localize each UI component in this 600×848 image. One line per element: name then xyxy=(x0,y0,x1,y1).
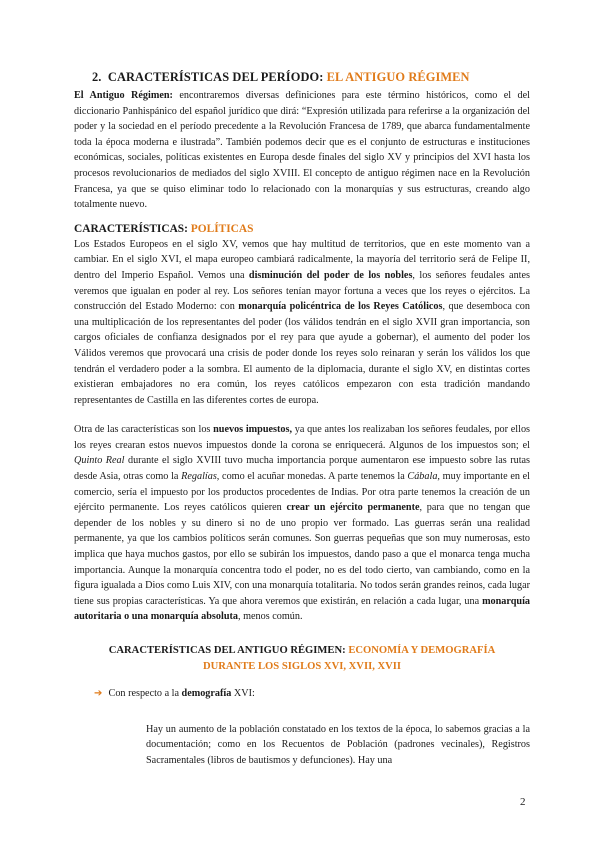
economia-heading xyxy=(74,643,530,674)
intro-label: El Antiguo Régimen: xyxy=(74,90,173,101)
text-run: XVI: xyxy=(231,688,255,699)
emphasis-ejercito: crear un ejército permanente xyxy=(286,502,420,514)
document-page xyxy=(74,70,530,768)
text-run: durante el siglo XVIII tuvo mucha importancia porque aumentaron ese impuesto sobre las rutas desde Asia, otras como la xyxy=(74,455,531,483)
section-title-plain: CARACTERÍSTICAS DEL PERÍODO: xyxy=(107,70,324,84)
politicas-heading-plain: CARACTERÍSTICAS: xyxy=(74,222,188,235)
paragraph-gap xyxy=(74,408,530,422)
emphasis-impuestos: nuevos impuestos, xyxy=(213,424,292,436)
economia-heading-accent-1: ECONOMÍA Y DEMOGRAFÍA xyxy=(348,645,496,656)
text-run: ya que antes los realizaban los señores feudales, por ellos los reyes crearan estos nuevos impuestos donde la corona se enriquecerá. Algunos de los impuestos son; el xyxy=(74,424,531,451)
text-run: , que desemboca con una multiplicación de los representantes del poder (los válidos tendrán en el siglo XVII gran importancia, son cargos oficiales de confianza designados por el rey para que ayude a gobernar), el aumento del poder los Válidos veremos que provocará una crisis de poder donde los reyes solo reinaran y serán los válidos los que tendrán el verdadero poder a la sombra. El aumento de la diplomacia, durante el siglo XV, en distintas cortes existieran embajadores no era común, los reyes católicos empezaron con esta tradición mandando representantes de Castilla en las diferentes cortes de europa. xyxy=(74,301,530,406)
text-run: Con respecto a la xyxy=(108,688,182,699)
italic-cabala: Cábala, xyxy=(407,471,440,483)
politicas-paragraph-2 xyxy=(74,422,530,625)
demografia-paragraph: Hay un aumento de la población constatado en los textos de la época, lo sabemos gracias a la documentación; como en los Recuentos de Población (padrones vecinales), Registros Sacramentales (libros de bautismos y defunciones). Hay una xyxy=(146,723,530,766)
text-run: Otra de las características son los xyxy=(74,424,214,436)
emphasis-demografia: demografía xyxy=(181,688,232,699)
emphasis-monarquia-autoritaria: monarquía autoritaria o una monarquía absoluta xyxy=(74,595,530,623)
politicas-heading xyxy=(74,223,530,235)
intro-paragraph xyxy=(74,88,530,213)
section-number: 2. xyxy=(92,70,102,84)
italic-regalias: Regalías, xyxy=(181,471,220,483)
emphasis-nobles: disminución del poder de los nobles xyxy=(248,269,413,281)
economia-heading-accent-2: DURANTE LOS SIGLOS XVI, XVII, XVII xyxy=(202,660,402,672)
intro-text: encontraremos diversas definiciones para este término históricos, como el del diccionario Panhispánico del español jurídico que dirá: “Expresión utilizada para referirse a la organización del poder y la sociedad en el período precedente a la Revolución Francesa de 1789, que abarca fundamentalmente toda la época moderna e ilustrada”. También podemos decir que es el conjunto de estructuras e instituciones económicas, sociales, políticas existentes en Europa desde finales del siglo XV y principios del XVI hasta los procesos revolucionarios de mediados del siglo XVIII. El concepto de antiguo régimen nace en la Revolución Francesa, ya que se quiso eliminar todo lo relacionado con la monarquías y sus estructuras, creando algo totalmente nuevo. xyxy=(74,90,531,211)
arrow-right-icon: ➔ xyxy=(94,688,103,699)
economia-heading-plain: CARACTERÍSTICAS DEL ANTIGUO RÉGIMEN: xyxy=(108,645,346,656)
text-run: , menos común. xyxy=(237,611,303,623)
demografia-bullet xyxy=(94,686,530,702)
text-run: Los Estados Europeos en el siglo XV, vemos que hay multitud de territorios, que en este momento van a cambiar. En el siglo XVI, el mapa europeo cambiará radicalmente, la mayoría del territorio será de Felipe II, dentro del Imperio Español. Vemos una xyxy=(74,238,530,281)
emphasis-monarquia: monarquía policéntrica de los Reyes Católicos xyxy=(238,301,443,313)
politicas-heading-accent: POLÍTICAS xyxy=(190,222,254,235)
italic-quinto-real: Quinto Real xyxy=(74,455,125,467)
text-run: como el acuñar monedas. A parte tenemos la xyxy=(219,471,408,483)
section-title-accent: EL ANTIGUO RÉGIMEN xyxy=(326,70,470,84)
section-title xyxy=(92,70,530,85)
text-run: , los señores feudales antes veremos que igualan en poder al rey. Los señores tenían mayor fortuna a veces que los reyes o ejércitos. La construcción del Estado Moderno: con xyxy=(74,269,530,313)
page-number: 2 xyxy=(520,796,526,808)
text-run: muy importante en el comercio, sería el impuesto por los productos procedentes de Indias. Por otra parte tenemos la creación de un ejército permanente. Los reyes católicos quieren xyxy=(74,471,530,514)
text-run: , para que no tengan que depender de los nobles y su dinero si no de uno propio ver formado. Las guerras serán una realidad permanente, ya que los cambios políticos serán comunes. Son guerras pequeñas que son muy numerosas, esto implica que haya muchos gastos, por ello se subirán los impuestos, dando paso a que el monarca tenga mucha importancia. Aunque la monarquía concentra todo el poder, no es del todo cierto, van cambiando, como en la figura igualada a Dios como Luis XIV, con una monarquía totalitaria. No todos serán grandes reinos, cada lugar tiene sus propias características. Ya que ahora veremos que existirán, en relación a cada lugar, una xyxy=(74,502,530,607)
politicas-paragraph-1 xyxy=(74,237,530,409)
